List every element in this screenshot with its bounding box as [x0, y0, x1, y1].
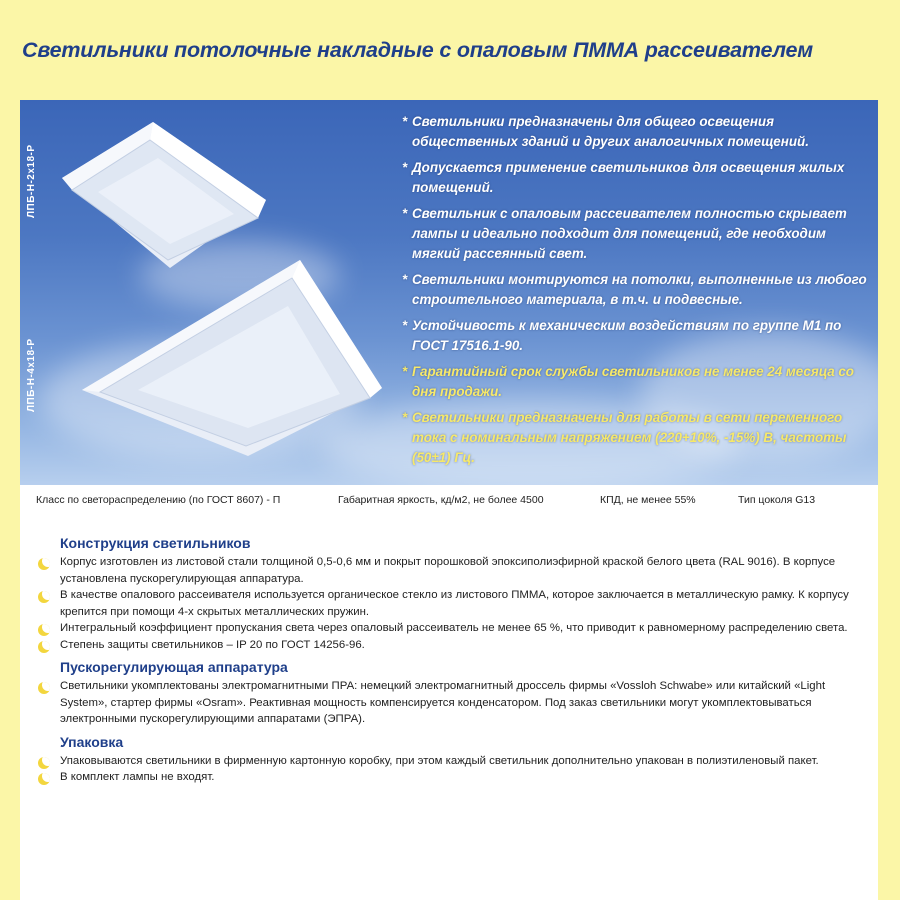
list-item: В качестве опалового рассеивателя используется органическое стекло из листового ПММА, которое заключается в металлическую рамку. К корпусу крепится при помощи 4-х скрытых металлических пружин.: [38, 587, 858, 620]
feature-item: * Гарантийный срок службы светильников не менее 24 месяца со дня продажи.: [402, 364, 854, 399]
list-item: В комплект лампы не входят.: [38, 769, 858, 786]
spec-light-class: Класс по светораспределению (по ГОСТ 8607) - П: [36, 494, 281, 506]
feature-item: * Светильники предназначены для общего освещения общественных зданий и других аналогичных помещений.: [402, 114, 809, 149]
left-band: [0, 0, 20, 900]
hero-banner: [20, 100, 878, 485]
product-label-large: ЛПБ-Н-4х18-Р: [26, 338, 37, 412]
section-title: Конструкция светильников: [60, 535, 251, 551]
crescent-moon-icon: [38, 641, 50, 653]
crescent-moon-icon: [38, 591, 50, 603]
description-content: [38, 534, 858, 786]
spec-lamp-base: Тип цоколя G13: [738, 494, 816, 506]
crescent-moon-icon: [38, 757, 50, 769]
feature-item: * Светильник с опаловым рассеивателем полностью скрывает лампы и идеально подходит для помещений, где необходим мягкий рассеянный свет.: [402, 206, 847, 261]
list-item: Светильники укомплектованы электромагнитными ПРА: немецкий электромагнитный дроссель фирмы «Vossloh Schwabe» или китайский «Light System», стартер фирмы «Osram». Реактивная мощность компенсируется конденсатором. Под заказ светильники могут укомплектовываться электронными пускорегулирующими аппаратами (ЭПРА).: [38, 678, 858, 728]
feature-item: * Допускается применение светильников для освещения жилых помещений.: [402, 160, 845, 195]
crescent-moon-icon: [38, 682, 50, 694]
spec-efficiency: КПД, не менее 55%: [600, 494, 696, 506]
feature-item: * Светильники предназначены для работы в сети переменного тока с номинальным напряжением (220+10%, -15%) В, частоты (50±1) Гц.: [402, 410, 847, 465]
feature-item: * Светильники монтируются на потолки, выполненные из любого строительного материала, в т.ч. и подвесные.: [402, 272, 867, 307]
crescent-moon-icon: [38, 558, 50, 570]
ceiling-lamp-small-icon: [58, 118, 273, 268]
product-label-small: ЛПБ-Н-2х18-Р: [26, 144, 37, 218]
page-title: Светильники потолочные накладные с опаловым ПММА рассеивателем: [22, 38, 813, 62]
section-title: Пускорегулирующая аппаратура: [60, 659, 288, 675]
spec-brightness: Габаритная яркость, кд/м2, не более 4500: [338, 494, 544, 506]
spec-bar: [20, 486, 878, 516]
list-item: Корпус изготовлен из листовой стали толщиной 0,5-0,6 мм и покрыт порошковой эпоксиполиэфирной краской белого цвета (RAL 9016). В корпусе установлена пускорегулирующая аппаратура.: [38, 554, 858, 587]
ceiling-lamp-large-icon: [78, 258, 388, 458]
list-item: Упаковываются светильники в фирменную картонную коробку, при этом каждый светильник дополнительно упакован в полиэтиленовый пакет.: [38, 753, 858, 770]
crescent-moon-icon: [38, 624, 50, 636]
list-item: Степень защиты светильников – IP 20 по ГОСТ 14256-96.: [38, 637, 858, 654]
section-title: Упаковка: [60, 733, 124, 750]
right-band: [878, 0, 900, 900]
feature-list: [402, 112, 872, 474]
list-item: Интегральный коэффициент пропускания света через опаловый рассеиватель не менее 65 %, что приводит к равномерному распределению света.: [38, 620, 858, 637]
feature-item: * Устойчивость к механическим воздействиям по группе М1 по ГОСТ 17516.1-90.: [402, 318, 842, 353]
crescent-moon-icon: [38, 773, 50, 785]
